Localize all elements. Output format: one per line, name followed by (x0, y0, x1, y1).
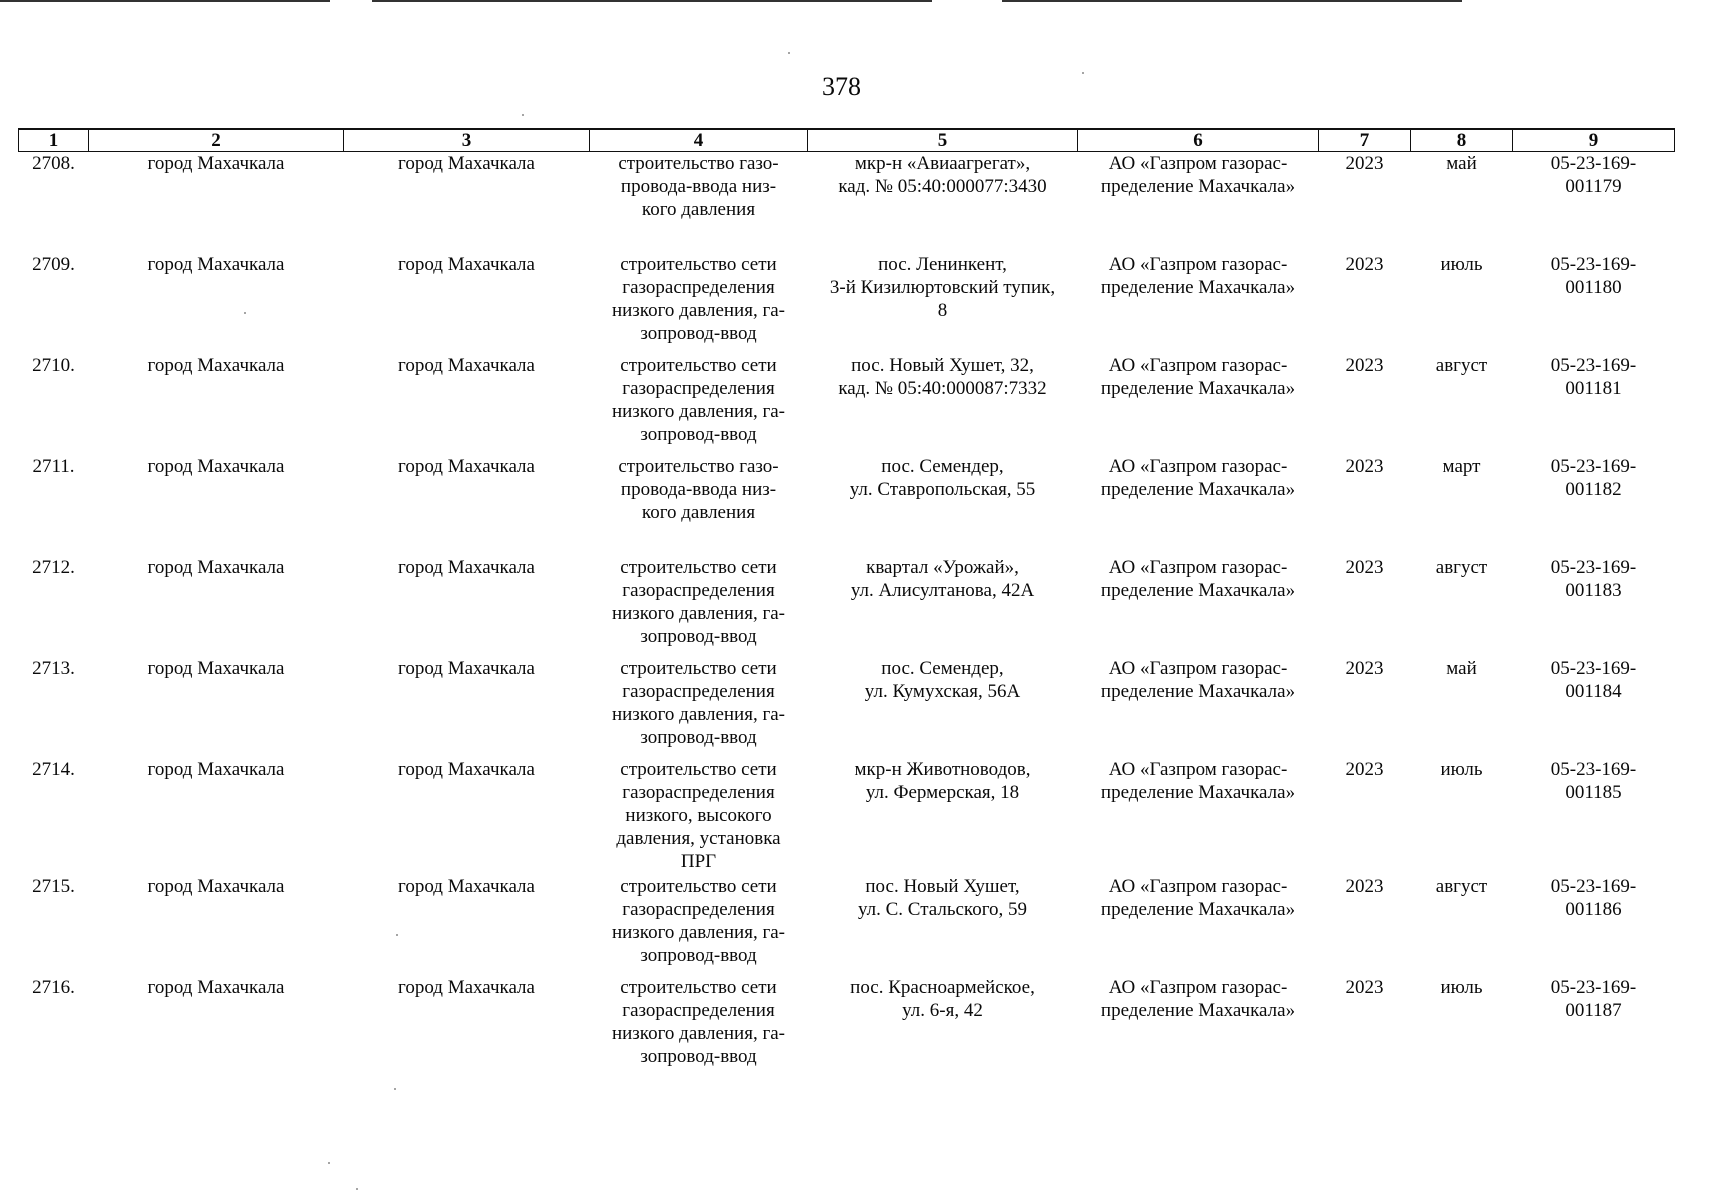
locality-cell: город Махачкала (398, 977, 535, 998)
table-row (19, 657, 1675, 758)
address-cell-line: 8 (937, 300, 948, 321)
organization-cell-line: АО «Газпром газорас- (1108, 876, 1288, 897)
code-cell (1513, 253, 1675, 354)
code-cell-line: 05-23-169- (1550, 977, 1637, 998)
scan-edge-line-right (1002, 0, 1462, 2)
address-cell-line: пос. Новый Хушет, 32, (851, 355, 1034, 376)
work-description-cell-line: газораспределения (622, 1000, 775, 1021)
column-header-8: 8 (1411, 129, 1513, 152)
year-cell: 2023 (1345, 355, 1384, 376)
code-cell-line: 05-23-169- (1550, 456, 1637, 477)
work-description-cell-line: строительство сети (620, 254, 777, 275)
work-description-cell-line: низкого давления, га- (611, 401, 786, 422)
work-description-cell (590, 758, 808, 875)
work-description-cell-line: газораспределения (622, 681, 775, 702)
row-number: 2711. (32, 456, 75, 477)
code-cell-line: 001180 (1565, 277, 1622, 298)
organization-cell-line: АО «Газпром газорас- (1108, 759, 1288, 780)
address-cell-line: пос. Новый Хушет, (865, 876, 1020, 897)
year-cell: 2023 (1345, 456, 1384, 477)
row-number: 2713. (32, 658, 75, 679)
register-table (18, 128, 1675, 1080)
address-cell-line: пос. Семендер, (881, 456, 1004, 477)
code-cell (1513, 657, 1675, 758)
address-cell-line: пос. Семендер, (881, 658, 1004, 679)
address-cell-line: ул. С. Стальского, 59 (857, 899, 1028, 920)
work-description-cell-line: провода-ввода низ- (620, 176, 777, 197)
organization-cell-line: пределение Махачкала» (1100, 580, 1296, 601)
scan-speck (394, 1088, 396, 1090)
code-cell-line: 001185 (1565, 782, 1622, 803)
row-number: 2712. (32, 557, 75, 578)
code-cell-line: 05-23-169- (1550, 355, 1637, 376)
code-cell (1513, 758, 1675, 875)
table-row (19, 976, 1675, 1080)
scan-edge-line-center (372, 0, 932, 2)
address-cell-line: ул. Алисултанова, 42А (850, 580, 1035, 601)
code-cell-line: 05-23-169- (1550, 254, 1637, 275)
address-cell (808, 875, 1078, 976)
work-description-cell (590, 152, 808, 254)
organization-cell-line: пределение Махачкала» (1100, 378, 1296, 399)
organization-cell (1078, 556, 1319, 657)
address-cell-line: ул. Кумухская, 56А (864, 681, 1021, 702)
column-header-2: 2 (89, 129, 344, 152)
address-cell-line: ул. Фермерская, 18 (865, 782, 1020, 803)
code-cell-line: 05-23-169- (1550, 876, 1637, 897)
organization-cell (1078, 657, 1319, 758)
work-description-cell-line: низкого давления, га- (611, 1023, 786, 1044)
organization-cell-line: АО «Газпром газорас- (1108, 658, 1288, 679)
work-description-cell-line: зопровод-ввод (640, 727, 757, 748)
column-header-5: 5 (808, 129, 1078, 152)
organization-cell-line: АО «Газпром газорас- (1108, 977, 1288, 998)
work-description-cell-line: зопровод-ввод (640, 945, 757, 966)
region-cell: город Махачкала (147, 557, 285, 578)
work-description-cell-line: газораспределения (622, 378, 775, 399)
year-cell: 2023 (1345, 977, 1384, 998)
organization-cell-line: пределение Махачкала» (1100, 277, 1296, 298)
header-row (19, 129, 1675, 152)
code-cell-line: 001179 (1565, 176, 1622, 197)
month-cell: май (1446, 658, 1477, 679)
address-cell-line: кад. № 05:40:000087:7332 (838, 378, 1047, 399)
work-description-cell-line: строительство газо- (618, 456, 779, 477)
organization-cell (1078, 875, 1319, 976)
address-cell-line: пос. Ленинкент, (878, 254, 1007, 275)
code-cell-line: 05-23-169- (1550, 658, 1637, 679)
column-header-9: 9 (1513, 129, 1675, 152)
region-cell: город Махачкала (147, 254, 285, 275)
address-cell-line: мкр-н «Авиаагрегат», (854, 153, 1031, 174)
scan-speck (788, 52, 790, 54)
code-cell-line: 001187 (1565, 1000, 1622, 1021)
work-description-cell-line: низкого давления, га- (611, 300, 786, 321)
scan-edge-line-left (0, 0, 330, 2)
work-description-cell-line: строительство сети (620, 876, 777, 897)
work-description-cell-line: зопровод-ввод (640, 1046, 757, 1067)
work-description-cell (590, 657, 808, 758)
address-cell (808, 556, 1078, 657)
address-cell-line: мкр-н Животноводов, (854, 759, 1031, 780)
organization-cell (1078, 152, 1319, 254)
region-cell: город Махачкала (147, 759, 285, 780)
organization-cell-line: пределение Махачкала» (1100, 1000, 1296, 1021)
table-row (19, 253, 1675, 354)
region-cell: город Махачкала (147, 355, 285, 376)
organization-cell-line: пределение Махачкала» (1100, 899, 1296, 920)
organization-cell-line: пределение Махачкала» (1100, 176, 1296, 197)
work-description-cell-line: газораспределения (622, 580, 775, 601)
month-cell: июль (1440, 759, 1483, 780)
region-cell: город Махачкала (147, 876, 285, 897)
locality-cell: город Махачкала (398, 876, 535, 897)
locality-cell: город Махачкала (398, 557, 535, 578)
organization-cell (1078, 354, 1319, 455)
work-description-cell (590, 455, 808, 556)
address-cell-line: ул. Ставропольская, 55 (849, 479, 1036, 500)
organization-cell (1078, 455, 1319, 556)
work-description-cell-line: газораспределения (622, 782, 775, 803)
region-cell: город Махачкала (147, 153, 285, 174)
row-number: 2714. (32, 759, 75, 780)
work-description-cell-line: низкого давления, га- (611, 704, 786, 725)
year-cell: 2023 (1345, 876, 1384, 897)
work-description-cell-line: строительство газо- (618, 153, 779, 174)
scan-speck (522, 114, 524, 116)
work-description-cell-line: строительство сети (620, 355, 777, 376)
month-cell: август (1435, 876, 1488, 897)
code-cell (1513, 875, 1675, 976)
code-cell-line: 05-23-169- (1550, 557, 1637, 578)
year-cell: 2023 (1345, 759, 1384, 780)
work-description-cell-line: строительство сети (620, 557, 777, 578)
address-cell (808, 253, 1078, 354)
address-cell (808, 152, 1078, 254)
row-number: 2709. (32, 254, 75, 275)
region-cell: город Махачкала (147, 456, 285, 477)
month-cell: июль (1440, 254, 1483, 275)
code-cell-line: 05-23-169- (1550, 153, 1637, 174)
scan-speck (356, 1188, 358, 1190)
work-description-cell-line: провода-ввода низ- (620, 479, 777, 500)
column-header-4: 4 (590, 129, 808, 152)
year-cell: 2023 (1345, 254, 1384, 275)
address-cell (808, 758, 1078, 875)
work-description-cell-line: ПРГ (680, 851, 717, 872)
code-cell-line: 001184 (1565, 681, 1622, 702)
organization-cell-line: пределение Махачкала» (1100, 681, 1296, 702)
year-cell: 2023 (1345, 153, 1384, 174)
work-description-cell-line: зопровод-ввод (640, 626, 757, 647)
table-row (19, 354, 1675, 455)
code-cell-line: 05-23-169- (1550, 759, 1637, 780)
table-row (19, 758, 1675, 875)
code-cell (1513, 976, 1675, 1080)
work-description-cell-line: низкого, высокого (625, 805, 772, 826)
column-header-1: 1 (19, 129, 89, 152)
work-description-cell-line: зопровод-ввод (640, 323, 757, 344)
table-row (19, 152, 1675, 254)
address-cell-line: пос. Красноармейское, (850, 977, 1035, 998)
work-description-cell (590, 976, 808, 1080)
year-cell: 2023 (1345, 658, 1384, 679)
locality-cell: город Махачкала (398, 153, 535, 174)
organization-cell-line: АО «Газпром газорас- (1108, 557, 1288, 578)
work-description-cell (590, 253, 808, 354)
address-cell-line: ул. 6-я, 42 (902, 1000, 983, 1021)
region-cell: город Махачкала (147, 658, 285, 679)
year-cell: 2023 (1345, 557, 1384, 578)
address-cell (808, 354, 1078, 455)
code-cell (1513, 455, 1675, 556)
region-cell: город Махачкала (147, 977, 285, 998)
organization-cell (1078, 253, 1319, 354)
page-number: 378 (822, 72, 861, 101)
row-number: 2716. (32, 977, 75, 998)
work-description-cell (590, 875, 808, 976)
locality-cell: город Махачкала (398, 355, 535, 376)
column-header-6: 6 (1078, 129, 1319, 152)
column-header-3: 3 (344, 129, 590, 152)
table-header (19, 129, 1675, 152)
code-cell-line: 001181 (1565, 378, 1622, 399)
code-cell (1513, 152, 1675, 254)
scan-speck (1082, 72, 1084, 74)
work-description-cell-line: строительство сети (620, 658, 777, 679)
code-cell-line: 001182 (1565, 479, 1622, 500)
column-header-7: 7 (1319, 129, 1411, 152)
code-cell (1513, 556, 1675, 657)
address-cell (808, 657, 1078, 758)
month-cell: июль (1440, 977, 1483, 998)
work-description-cell-line: газораспределения (622, 277, 775, 298)
work-description-cell-line: кого давления (641, 199, 756, 220)
address-cell (808, 455, 1078, 556)
code-cell (1513, 354, 1675, 455)
organization-cell-line: АО «Газпром газорас- (1108, 153, 1288, 174)
organization-cell (1078, 758, 1319, 875)
row-number: 2710. (32, 355, 75, 376)
work-description-cell-line: давления, установка (616, 828, 781, 849)
work-description-cell-line: строительство сети (620, 977, 777, 998)
organization-cell-line: АО «Газпром газорас- (1108, 456, 1288, 477)
organization-cell-line: АО «Газпром газорас- (1108, 355, 1288, 376)
organization-cell-line: пределение Махачкала» (1100, 479, 1296, 500)
address-cell-line: квартал «Урожай», (866, 557, 1019, 578)
locality-cell: город Махачкала (398, 658, 535, 679)
work-description-cell-line: низкого давления, га- (611, 922, 786, 943)
work-description-cell (590, 556, 808, 657)
locality-cell: город Махачкала (398, 254, 535, 275)
code-cell-line: 001186 (1565, 899, 1622, 920)
work-description-cell (590, 354, 808, 455)
month-cell: август (1435, 355, 1488, 376)
work-description-cell-line: газораспределения (622, 899, 775, 920)
address-cell (808, 976, 1078, 1080)
address-cell-line: кад. № 05:40:000077:3430 (838, 176, 1047, 197)
table-row (19, 455, 1675, 556)
work-description-cell-line: зопровод-ввод (640, 424, 757, 445)
scan-speck (328, 1162, 330, 1164)
table-row (19, 875, 1675, 976)
organization-cell-line: АО «Газпром газорас- (1108, 254, 1288, 275)
work-description-cell-line: кого давления (641, 502, 756, 523)
month-cell: август (1435, 557, 1488, 578)
table-row (19, 556, 1675, 657)
work-description-cell-line: строительство сети (620, 759, 777, 780)
month-cell: май (1446, 153, 1477, 174)
row-number: 2715. (32, 876, 75, 897)
table-body (19, 152, 1675, 1081)
code-cell-line: 001183 (1565, 580, 1622, 601)
month-cell: март (1442, 456, 1481, 477)
organization-cell-line: пределение Махачкала» (1100, 782, 1296, 803)
locality-cell: город Махачкала (398, 456, 535, 477)
address-cell-line: 3-й Кизилюртовский тупик, (829, 277, 1056, 298)
row-number: 2708. (32, 153, 75, 174)
organization-cell (1078, 976, 1319, 1080)
locality-cell: город Махачкала (398, 759, 535, 780)
work-description-cell-line: низкого давления, га- (611, 603, 786, 624)
